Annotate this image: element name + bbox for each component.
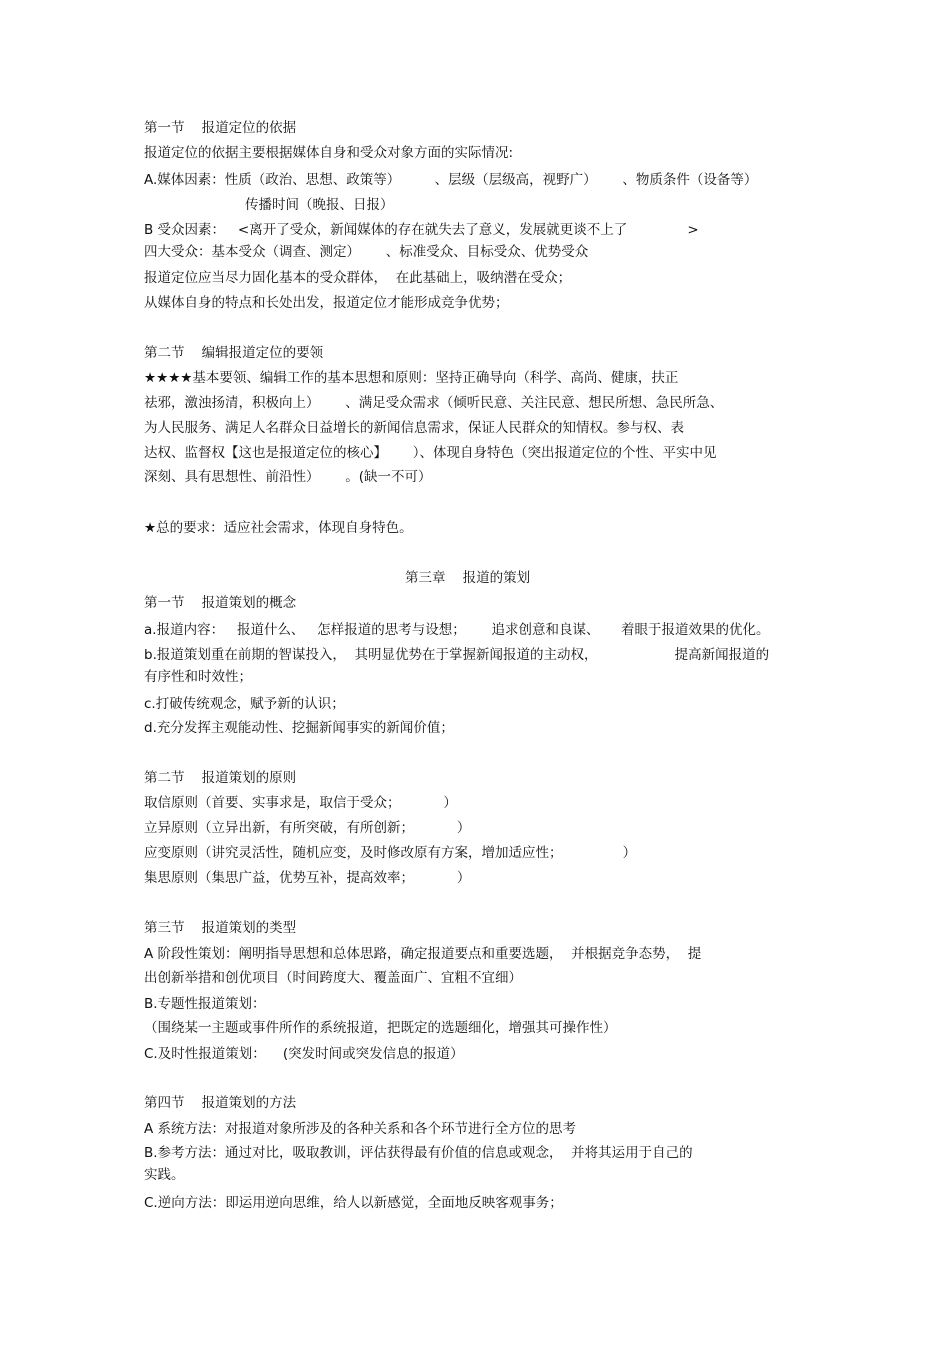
paragraph: b.报道策划重在前期的智谋投入， 其明显优势在于掌握新闻报道的主动权， 提高新闻报道的 (144, 647, 770, 663)
paragraph: B.参考方法：通过对比，吸取教训，评估获得最有价值的信息或观念， 并将其运用于自己的 (144, 1145, 693, 1161)
paragraph: 立异原则（立异出新，有所突破，有所创新； ） (144, 820, 471, 836)
section-heading: 第一节 报道定位的依据 (144, 120, 297, 136)
paragraph: 报道定位的依据主要根据媒体自身和受众对象方面的实际情况: (144, 145, 514, 161)
paragraph: 集思原则（集思广益，优势互补，提高效率； ） (144, 870, 471, 886)
paragraph: A.媒体因素：性质（政治、思想、政策等） 、层级（层级高，视野广） 、物质条件（设备等） (144, 172, 758, 188)
paragraph: 祛邪，激浊扬清，积极向上） 、满足受众需求（倾听民意、关注民意、想民所想、急民所急、 (144, 395, 724, 411)
paragraph: 取信原则（首要、实事求是，取信于受众； ） (144, 795, 457, 811)
paragraph: 为人民服务、满足人名群众日益增长的新闻信息需求，保证人民群众的知情权。参与权、表 (144, 420, 684, 436)
section-heading: 第一节 报道策划的概念 (144, 595, 297, 611)
paragraph: 应变原则（讲究灵活性，随机应变，及时修改原有方案，增加适应性； ） (144, 845, 637, 861)
paragraph: 有序性和时效性； (144, 669, 252, 685)
paragraph: A 阶段性策划：阐明指导思想和总体思路，确定报道要点和重要选题， 并根据竞争态势， 提 (144, 946, 702, 962)
paragraph: 达权、监督权【这也是报道定位的核心】 ）、体现自身特色（突出报道定位的个性、平实中见 (144, 445, 717, 461)
paragraph: （围绕某一主题或事件所作的系统报道，把既定的选题细化，增强其可操作性） (144, 1020, 617, 1036)
paragraph: 报道定位应当尽力固化基本的受众群体， 在此基础上，吸纳潜在受众； (144, 270, 572, 286)
paragraph: c.打破传统观念，赋予新的认识； (144, 696, 345, 712)
section-heading: 第三节 报道策划的类型 (144, 920, 297, 936)
section-heading: 第二节 编辑报道定位的要领 (144, 345, 324, 361)
paragraph: 实践。 (144, 1167, 185, 1183)
paragraph: d.充分发挥主观能动性、挖掘新闻事实的新闻价值； (144, 720, 454, 736)
paragraph: 深刻、具有思想性、前沿性） 。(缺一不可） (144, 469, 432, 485)
paragraph: 传播时间（晚报、日报） (245, 197, 394, 213)
paragraph: 出创新举措和创优项目（时间跨度大、覆盖面广、宜粗不宜细） (144, 970, 522, 986)
paragraph: 从媒体自身的特点和长处出发，报道定位才能形成竞争优势； (144, 295, 509, 311)
paragraph: A 系统方法：对报道对象所涉及的各种关系和各个环节进行全方位的思考 (144, 1121, 577, 1137)
section-heading: 第四节 报道策划的方法 (144, 1095, 297, 1111)
paragraph: 四大受众：基本受众（调查、测定） 、标准受众、目标受众、优势受众 (144, 244, 589, 260)
paragraph: B.专题性报道策划： (144, 996, 266, 1012)
paragraph: B 受众因素： <离开了受众，新闻媒体的存在就失去了意义，发展就更谈不上了 > (144, 222, 699, 238)
paragraph: a.报道内容： 报道什么、 怎样报道的思考与设想； 追求创意和良谋、 着眼于报道效果的优化。 (144, 622, 770, 638)
section-heading: 第二节 报道策划的原则 (144, 770, 297, 786)
paragraph: ★总的要求：适应社会需求，体现自身特色。 (144, 520, 413, 536)
paragraph: C.及时性报道策划： (突发时间或突发信息的报道） (144, 1046, 464, 1062)
paragraph: ★★★★基本要领、编辑工作的基本思想和原则：坚持正确导向（科学、高尚、健康，扶正 (144, 370, 679, 386)
paragraph: C.逆向方法：即运用逆向思维，给人以新感觉，全面地反映客观事务； (144, 1195, 563, 1211)
chapter-title: 第三章 报道的策划 (405, 570, 531, 586)
